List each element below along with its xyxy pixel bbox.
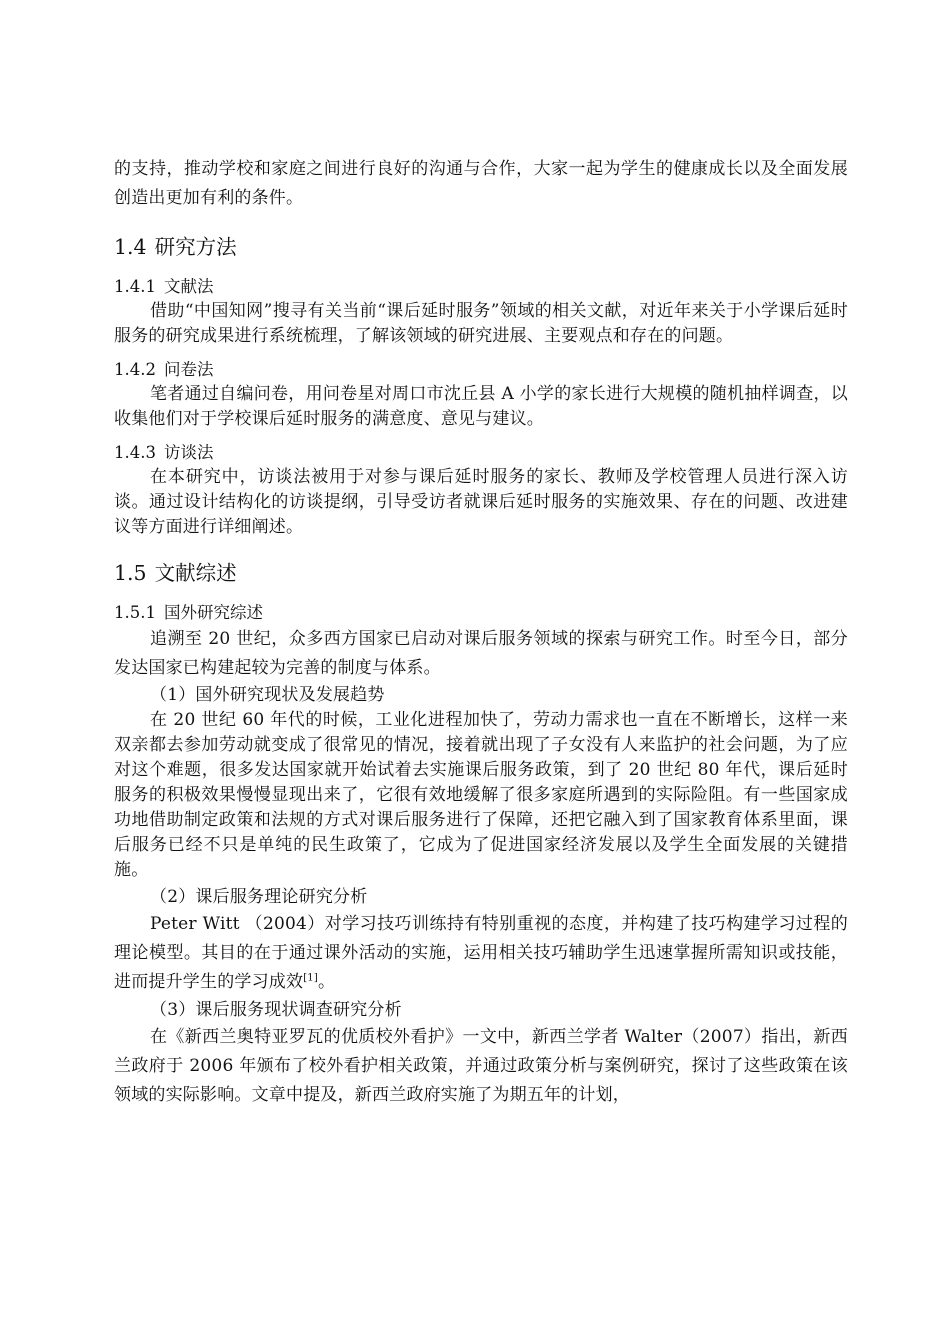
section-number: 1.5 — [114, 561, 147, 585]
subsection-heading-1-4-1 — [114, 275, 848, 299]
paragraph-1-4-3: 在本研究中，访谈法被用于对参与课后延时服务的家长、教师及学校管理人员进行深入访谈。通过设计结构化的访谈提纲，引导受访者就课后延时服务的实施效果、存在的问题、改进建议等方面进行详细阐述。 — [114, 467, 848, 537]
item-2-end: 。 — [317, 972, 336, 992]
section-number: 1.4 — [114, 235, 147, 259]
item-2-label: （2）课后服务理论研究分析 — [150, 887, 368, 907]
section-heading-1-4 — [114, 234, 848, 260]
section-title: 研究方法 — [154, 235, 237, 259]
subsection-title: 文献法 — [163, 277, 214, 296]
item-1-block — [114, 683, 848, 910]
paragraph-1-4-2: 笔者通过自编问卷，用问卷星对周口市沈丘县 A 小学的家长进行大规模的随机抽样调查，以收集他们对于学校课后延时服务的满意度、意见与建议。 — [114, 384, 848, 429]
subsection-number: 1.4.1 — [114, 277, 156, 296]
subsection-number: 1.4.2 — [114, 360, 156, 379]
subsection-title: 访谈法 — [163, 443, 214, 462]
paragraph-1-5-1-intro: 追溯至 20 世纪，众多西方国家已启动对课后服务领域的探索与研究工作。时至今日，部分发达国家已构建起较为完善的制度与体系。 — [114, 629, 848, 678]
subsection-heading-1-5-1 — [114, 601, 848, 625]
subsection-title: 国外研究综述 — [163, 603, 263, 622]
section-heading-1-5 — [114, 560, 848, 586]
item-2-text: Peter Witt （2004）对学习技巧训练持有特别重视的态度，并构建了技巧构建学习过程的理论模型。其目的在于通过课外活动的实施，运用相关技巧辅助学生迅速掌握所需知识或技能，进而提升学生的学习成效 — [114, 914, 848, 992]
section-title: 文献综述 — [154, 561, 237, 585]
intro-continuation: 的支持，推动学校和家庭之间进行良好的沟通与合作，大家一起为学生的健康成长以及全面发展创造出更加有利的条件。 — [114, 159, 848, 208]
item-2-block — [114, 910, 848, 1110]
item-3-label: （3）课后服务现状调查研究分析 — [150, 1000, 402, 1020]
section-1-5-body — [114, 601, 848, 1110]
item-2-paragraph — [114, 910, 848, 997]
subsection-heading-1-4-3 — [114, 441, 848, 465]
item-1-paragraph: 在 20 世纪 60 年代的时候，工业化进程加快了，劳动力需求也一直在不断增长，这样一来双亲都去参加劳动就变成了很常见的情况，接着就出现了子女没有人来监护的社会问题，为了应对这个难题，很多发达国家就开始试着去实施课后服务政策，到了 20 世纪 80 年代，课后延时服务的积极效果慢慢显现出来了，它很有效地缓解了很多家庭所遇到的实际险阻。有一些国家成功地借助制定政策和法规的方式对课后服务进行了保障，还把它融入到了国家教育体系里面，课后服务已经不只是单纯的民生政策了，它成为了促进国家经济发展以及学生全面发展的关键措施。 — [114, 710, 848, 880]
subsection-heading-1-4-2 — [114, 358, 848, 382]
subsection-title: 问卷法 — [163, 360, 214, 379]
intro-block — [114, 155, 848, 213]
paragraph-1-4-1: 借助“中国知网”搜寻有关当前“课后延时服务”领域的相关文献，对近年来关于小学课后延时服务的研究成果进行系统梳理，了解该领域的研究进展、主要观点和存在的问题。 — [114, 301, 848, 346]
document-page — [114, 155, 848, 1110]
subsection-number: 1.4.3 — [114, 443, 156, 462]
section-1-4-body — [114, 275, 848, 540]
item-1-label: （1）国外研究现状及发展趋势 — [150, 685, 385, 705]
item-3-paragraph: 在《新西兰奥特亚罗瓦的优质校外看护》一文中，新西兰学者 Walter（2007）指出，新西兰政府于 2006 年颁布了校外看护相关政策，并通过政策分析与案例研究，探讨了这些政策在该领域的实际影响。文章中提及，新西兰政府实施了为期五年的计划， — [114, 1027, 848, 1105]
subsection-number: 1.5.1 — [114, 603, 156, 622]
citation-ref[interactable]: [1] — [303, 972, 318, 984]
intro-paragraph-block — [114, 625, 848, 683]
